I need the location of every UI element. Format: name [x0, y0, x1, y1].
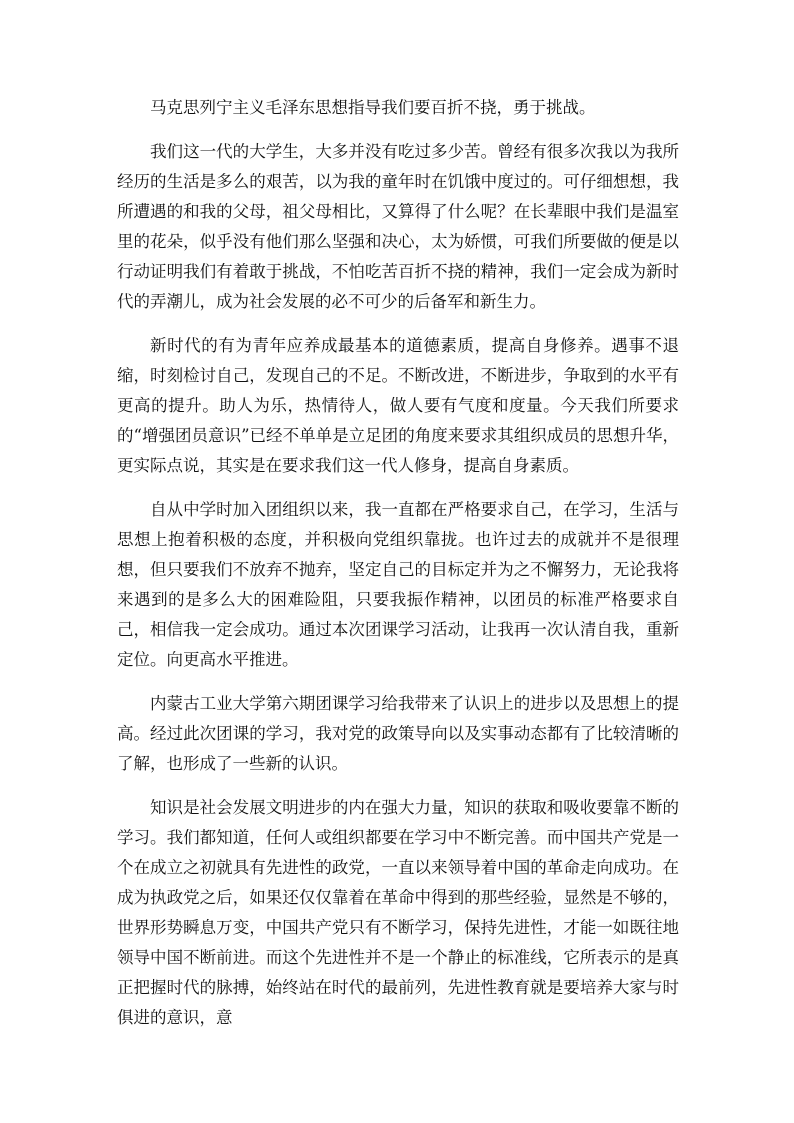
paragraph-4: 自从中学时加入团组织以来，我一直都在严格要求自己，在学习，生活与思想上抱着积极的态度，并积极向党组织靠拢。也许过去的成就并不是很理想，但只要我们不放弃不抛弃，坚定自己的目标定并为之不懈努力，无论我将来遇到的是多么大的困难险阻，只要我振作精神，以团员的标准严格要求自己，相信我一定会成功。通过本次团课学习活动，让我再一次认清自我，重新定位。向更高水平推进。	[117, 500, 679, 669]
document-page	[117, 93, 679, 1047]
paragraph-6: 知识是社会发展文明进步的内在强大力量，知识的获取和吸收要靠不断的学习。我们都知道，任何人或组织都要在学习中不断完善。而中国共产党是一个在成立之初就具有先进性的政党，一直以来领导着中国的革命走向成功。在成为执政党之后，如果还仅仅靠着在革命中得到的那些经验，显然是不够的，世界形势瞬息万变，中国共产党只有不断学习，保持先进性，才能一如既往地领导中国不断前进。而这个先进性并不是一个静止的标准线，它所表示的是真正把握时代的脉搏，始终站在时代的最前列，先进性教育就是要培养大家与时俱进的意识，意	[117, 798, 679, 1027]
paragraph-2: 我们这一代的大学生，大多并没有吃过多少苦。曾经有很多次我以为我所经历的生活是多么的艰苦，以为我的童年时在饥饿中度过的。可仔细想想，我所遭遇的和我的父母，祖父母相比，又算得了什么呢？在长辈眼中我们是温室里的花朵，似乎没有他们那么坚强和决心，太为娇惯，可我们所要做的便是以行动证明我们有着敢于挑战，不怕吃苦百折不挠的精神，我们一定会成为新时代的弄潮儿，成为社会发展的必不可少的后备军和新生力。	[117, 142, 679, 311]
paragraph-1: 马克思列宁主义毛泽东思想指导我们要百折不挠，勇于挑战。	[150, 98, 596, 117]
paragraph-3: 新时代的有为青年应养成最基本的道德素质，提高自身修养。遇事不退缩，时刻检讨自己，发现自己的不足。不断改进，不断进步，争取到的水平有更高的提升。助人为乐，热情待人，做人要有气度和度量。今天我们所要求的“增强团员意识”已经不单单是立足团的角度来要求其组织成员的思想升华，更实际点说，其实是在要求我们这一代人修身，提高自身素质。	[117, 336, 679, 475]
paragraph-5: 内蒙古工业大学第六期团课学习给我带来了认识上的进步以及思想上的提高。经过此次团课的学习，我对党的政策导向以及实事动态都有了比较清晰的了解，也形成了一些新的认识。	[117, 694, 679, 773]
